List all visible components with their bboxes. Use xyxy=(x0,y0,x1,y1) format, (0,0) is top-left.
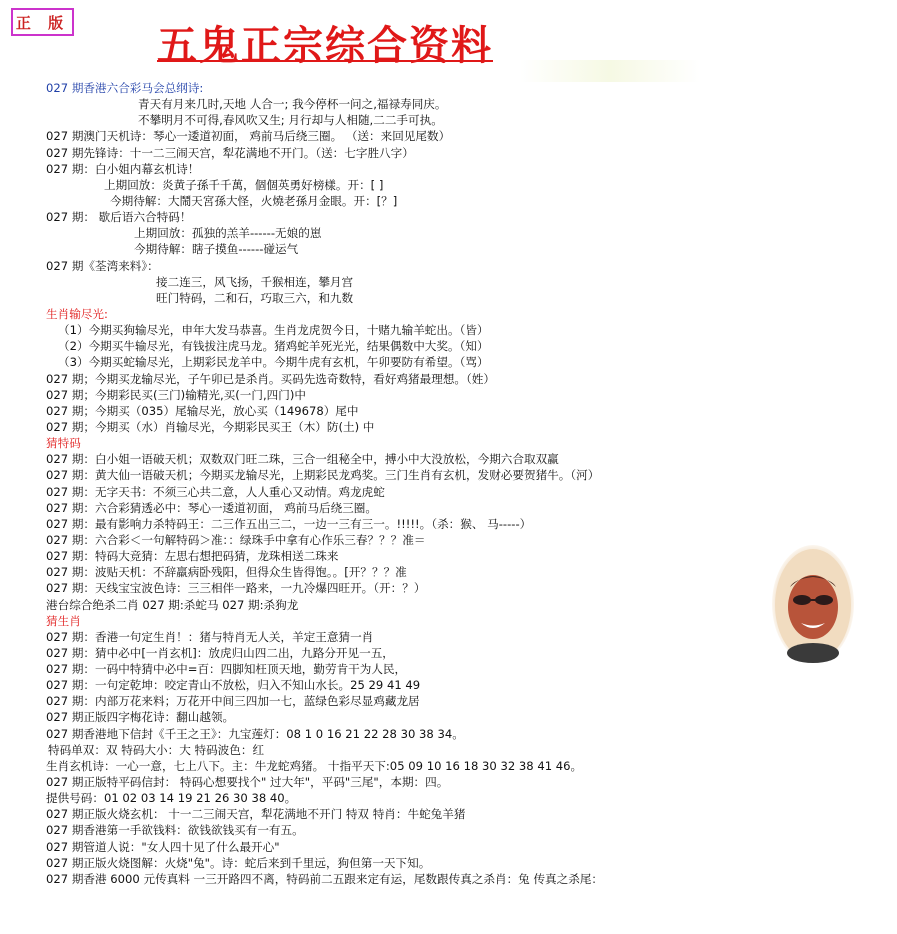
text-line: 027 期：白小姐内幕玄机诗！ xyxy=(46,161,200,176)
text-line: 027 期：无字天书：不须三心共二意，人人重心又动情。鸡龙虎蛇 xyxy=(46,484,385,499)
text-line: 今期待解：瞎子摸鱼------碰运气 xyxy=(134,242,299,257)
text-line: 027 期；今期买龙输尽光，子午卯已是杀肖。买码先选奇数特，看好鸡猪最理想。（姓） xyxy=(46,371,495,386)
text-line: 027 期：天线宝宝波色诗：三三相伴一路来，一九冷爆四旺开。（开：？） xyxy=(46,581,426,596)
text-line: 027 期香港 6000 元传真料 一三开路四不离，特码前二五跟来定有运，尾数跟传真之杀肖：兔 传真之杀尾： xyxy=(46,871,604,886)
text-line: 旺门特码，二和石，巧取三六，和九数 xyxy=(156,290,354,305)
section-heading: 猜特码 xyxy=(46,436,81,451)
text-line: 今期待解：大鬧天宮孫大怪，火燒老孫月金眼。开：[？] xyxy=(110,193,398,208)
text-line: 027 期正版火烧图解：火烧"兔"。诗：蛇后来到千里远，狗但第一天下知。 xyxy=(46,855,431,870)
text-line: 027 期；今期彩民买(三门)输精光,买(一门,四门)中 xyxy=(46,387,306,402)
text-line: 027 期：六合彩猜透必中：琴心一逶道初面， 鸡前马后绕三圈。 xyxy=(46,500,377,515)
text-line: 027 期：香港一句定生肖！：猪与特肖无人关，羊定王意猜一肖 xyxy=(46,629,374,644)
text-line: 027 期： 歇后语六合特码！ xyxy=(46,210,192,225)
text-line: 027 期香港六合彩马会总纲诗: xyxy=(46,81,204,95)
text-line: 接二连三，风飞扬，千猴相连，攀月宫 xyxy=(156,274,354,289)
text-line: 027 期：最有影响力杀特码王：二三作五出三二，一边一三有三一。!!!!!。（杀：猴、 马-----） xyxy=(46,516,532,531)
face-icon xyxy=(772,545,854,663)
text-line: （3）今期买蛇输尽光，上期彩民龙羊中。今期牛虎有玄机，午卯要防有希望。（骂） xyxy=(58,355,489,370)
text-line: 027 期：内部万花来料；万花开中间三四加一七，蓝绿色彩尽显鸡藏龙居 xyxy=(46,694,420,709)
text-line: 港台综合绝杀二肖 027 期:杀蛇马 027 期:杀狗龙 xyxy=(46,597,299,612)
text-line: 027 期澳门天机诗：琴心一逶道初面， 鸡前马后绕三圈。 （送：来回见尾数） xyxy=(46,129,451,144)
text-line: 生肖玄机诗：一心一意，七上八下。主：牛龙蛇鸡猪。 十指平天下:05 09 10 16 18 30 32 38 41 46。 xyxy=(46,758,583,773)
text-line: 027 期：白小姐一语破天机；双数双门旺二珠，三合一组秘全中，搏小中大没放松，今期六合取双赢 xyxy=(46,452,559,467)
text-line: （1）今期买狗输尽光，申年大发马恭喜。生肖龙虎贺今日，十赌九输羊蛇出。（皆） xyxy=(58,323,489,338)
text-line: 上期回放：孤独的羔羊------无娘的崽 xyxy=(134,226,322,241)
text-line: 027 期香港第一手欲钱料：欲钱欲钱买有一有五。 xyxy=(46,823,304,838)
text-line: 027 期正版四字梅花诗：翻山越领。 xyxy=(46,710,235,725)
text-line: 027 期；今期买（水）肖输尽光，今期彩民买王（木）防(土) 中 xyxy=(46,419,375,434)
text-line: 特码单双：双 特码大小：大 特码波色：红 xyxy=(48,742,265,757)
text-line: 027 期：黄大仙一语破天机；今期买龙输尽光，上期彩民龙鸡奖。三门生肖有玄机，发财必要贺猪牛。（河） xyxy=(46,468,600,483)
text-line: 提供号码：01 02 03 14 19 21 26 30 38 40。 xyxy=(46,791,297,806)
text-line: 027 期正版火烧玄机： 十一二三闹天宫，犁花满地不开门 特双 特肖：牛蛇兔羊猪 xyxy=(46,807,466,822)
avatar-portrait xyxy=(772,545,854,663)
text-line: 027 期管道人说："女人四十见了什么最开心" xyxy=(46,839,280,854)
text-line: 027 期：一句定乾坤：咬定青山不放松，归入不知山水长。25 29 41 49 xyxy=(46,678,421,693)
text-line: 027 期：猜中必中[一肖玄机]：放虎归山四二出，九路分开见一五， xyxy=(46,645,394,660)
text-line: 027 期先锋诗：十一二三闹天宫，犁花满地不开门。（送：七字胜八字） xyxy=(46,145,414,160)
text-line: 027 期：六合彩＜一句解特码＞准：：绿珠手中拿有心作乐三春？？？准＝ xyxy=(46,532,426,547)
text-line: 上期回放：炎黄子孫千千萬，個個英勇好榜樣。开：[ ] xyxy=(104,177,384,192)
text-line: 027 期：一码中特猜中必中=百：四脚知枉顶天地，勤劳肯干为人民， xyxy=(46,662,407,677)
text-line: 青天有月来几时,天地 人合一; 我今停杯一问之,福禄寿同庆。 xyxy=(138,97,447,112)
text-line: （2）今期买牛输尽光，有钱拔注虎马龙。猪鸡蛇羊死光光，结果偶数中大奖。（知） xyxy=(58,339,489,354)
edition-badge: 正 版 xyxy=(11,8,74,36)
page-title: 五鬼正宗综合资料 xyxy=(157,22,493,69)
text-line: 027 期：波贴天机：不辞羸病卧残阳，但得众生皆得饱。。[开？？？准 xyxy=(46,565,407,580)
text-line: 027 期《荃湾来料》： xyxy=(46,258,159,273)
text-line: 027 期：特码大竞猜：左思右想把码猜，龙珠相送二珠来 xyxy=(46,549,339,564)
text-line: 027 期；今期买（035）尾输尽光，放心买（149678）尾中 xyxy=(46,403,359,418)
text-line: 027 期正版特平码信封： 特码心想要找个" 过大年"，平码"三尾"，本期：四。 xyxy=(46,775,449,790)
content-body xyxy=(46,80,736,887)
text-line: 不攀明月不可得,春风吹又生; 月行却与人相随,二二手可执。 xyxy=(138,113,443,128)
section-heading: 生肖输尽光: xyxy=(46,306,108,321)
text-line: 027 期香港地下信封《千王之王》：九宝莲灯：08 1 0 16 21 22 28 30 38 34。 xyxy=(46,726,464,741)
title-glow-decoration xyxy=(520,60,700,82)
section-heading: 猜生肖 xyxy=(46,613,81,628)
